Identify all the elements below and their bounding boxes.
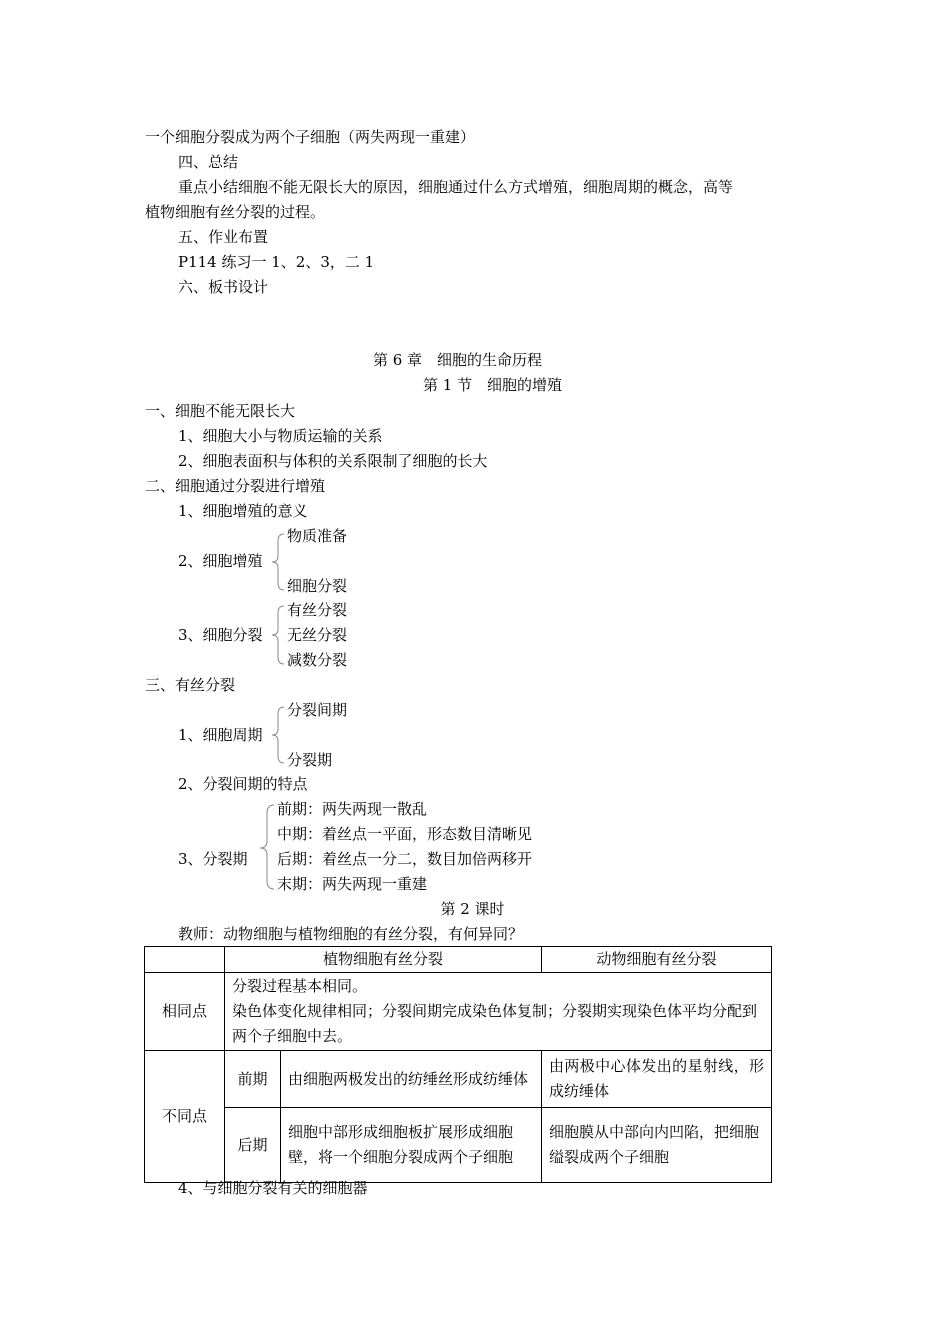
- item-s3-3-d: 末期：两失两现一重建: [277, 875, 428, 893]
- brace-s2-3: [270, 604, 286, 666]
- item-s3-3-b: 中期：着丝点一平面，形态数目清晰见: [277, 825, 533, 843]
- item-s3-1-b: 分裂期: [287, 751, 333, 769]
- chapter-title: 第 6 章 细胞的生命历程: [372, 351, 543, 369]
- summary-text-2: 植物细胞有丝分裂的过程。: [145, 203, 326, 221]
- item-s2-3-b: 无丝分裂: [287, 626, 348, 644]
- col-header-plant: 植物细胞有丝分裂: [225, 947, 542, 973]
- homework-text: P114 练习一 1、2、3，二 1: [178, 253, 375, 271]
- prophase-animal: 由两极中心体发出的星射线，形成纺缍体: [542, 1051, 772, 1108]
- row-label-anaphase: 后期: [225, 1108, 281, 1183]
- item-s2-3: 3、细胞分裂: [178, 626, 263, 644]
- item-s2-3-a: 有丝分裂: [287, 601, 348, 619]
- heading-s2: 二、细胞通过分裂进行增殖: [145, 477, 326, 495]
- prophase-plant: 由细胞两极发出的纺缍丝形成纺缍体: [281, 1051, 542, 1108]
- item-s3-3-c: 后期：着丝点一分二，数目加倍两移开: [277, 850, 533, 868]
- same-cell: [225, 973, 772, 1051]
- heading-s3: 三、有丝分裂: [145, 676, 236, 694]
- brace-s3-3: [258, 803, 276, 891]
- summary-text-1: 重点小结细胞不能无限长大的原因，细胞通过什么方式增殖，细胞周期的概念，高等: [178, 178, 734, 196]
- item-s2-2-b: 细胞分裂: [287, 577, 348, 595]
- row-label-prophase: 前期: [225, 1051, 281, 1108]
- item-s1-2: 2、细胞表面积与体积的关系限制了细胞的长大: [178, 452, 488, 470]
- same-text-2: 染色体变化规律相同；分裂间期完成染色体复制；分裂期实现染色体平均分配到两个子细胞中去。: [232, 1002, 758, 1045]
- board-heading: 六、板书设计: [178, 278, 269, 296]
- item-s4: 4、与细胞分裂有关的细胞器: [178, 1179, 368, 1197]
- item-s1-1: 1、细胞大小与物质运输的关系: [178, 427, 383, 445]
- item-s2-1: 1、细胞增殖的意义: [178, 502, 308, 520]
- table-row-prophase: [145, 1051, 772, 1108]
- item-s3-2: 2、分裂间期的特点: [178, 775, 308, 793]
- summary-heading: 四、总结: [178, 153, 239, 171]
- lesson2-title: 第 2 课时: [440, 900, 505, 918]
- row-label-diff: 不同点: [145, 1051, 225, 1183]
- item-s3-3: 3、分裂期: [178, 850, 248, 868]
- table-row-anaphase: [145, 1108, 772, 1183]
- item-s3-1: 1、细胞周期: [178, 726, 263, 744]
- anaphase-plant: 细胞中部形成细胞板扩展形成细胞壁，将一个细胞分裂成两个子细胞: [281, 1108, 542, 1183]
- col-header-animal: 动物细胞有丝分裂: [542, 947, 772, 973]
- item-s2-3-c: 减数分裂: [287, 651, 348, 669]
- table-corner-cell: [145, 947, 225, 973]
- item-s3-3-a: 前期：两失两现一散乱: [277, 800, 428, 818]
- brace-s2-2: [270, 532, 286, 592]
- section-title: 第 1 节 细胞的增殖: [422, 376, 563, 394]
- brace-s3-1: [270, 705, 286, 765]
- anaphase-animal: 细胞膜从中部向内凹陷，把细胞缢裂成两个子细胞: [542, 1108, 772, 1183]
- comparison-table: [144, 946, 772, 1183]
- heading-s1: 一、细胞不能无限长大: [145, 402, 296, 420]
- row-label-same: 相同点: [145, 973, 225, 1051]
- table-header-row: [145, 947, 772, 973]
- item-s2-2-a: 物质准备: [287, 527, 348, 545]
- same-text-1: 分裂过程基本相同。: [232, 977, 368, 995]
- item-s3-1-a: 分裂间期: [287, 701, 348, 719]
- teacher-question: 教师：动物细胞与植物细胞的有丝分裂，有何异同？: [178, 925, 524, 943]
- table-row-same: [145, 973, 772, 1051]
- intro-line: 一个细胞分裂成为两个子细胞（两失两现一重建）: [145, 128, 476, 146]
- item-s2-2: 2、细胞增殖: [178, 552, 263, 570]
- homework-heading: 五、作业布置: [178, 228, 269, 246]
